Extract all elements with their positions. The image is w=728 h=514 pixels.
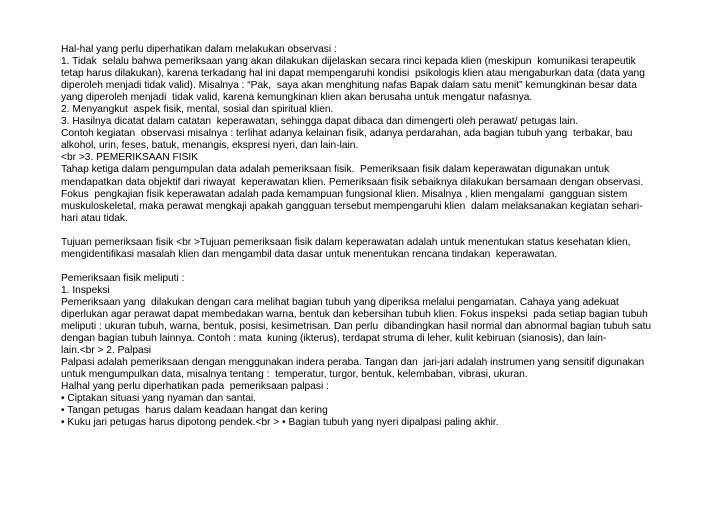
text-line: 3. Hasilnya dicatat dalam catatan keperawatan, sehingga dapat dibaca dan dimengerti oleh perawat/ petugas lain. [61, 116, 579, 128]
text-line: Contoh kegiatan observasi misalnya : terlihat adanya kelainan fisik, adanya perdarahan, ada bagian tubuh yang terbakar, bau [61, 128, 633, 140]
text-line: diperlukan agar perawat dapat membedakan warna, bentuk dan kebersihan tubuh klien. Fokus inspeksi pada setiap bagian tubuh [61, 309, 648, 321]
text-line: diperoleh menjadi tidak valid). Misalnya : “Pak, saya akan menghitung nafas Bapak dalam satu menit” kemungkinan besar data [61, 80, 637, 92]
subsection-heading: 1. Inspeksi [61, 284, 110, 296]
text-line: tetap harus dilakukan), karena terkadang hal ini dapat mempengaruhi kondisi psikologis klien atau mengaburkan data (data yang [61, 68, 645, 80]
text-line: Tujuan pemeriksaan fisik <br >Tujuan pemeriksaan fisik dalam keperawatan adalah untuk menentukan status kesehatan klien, [61, 236, 631, 248]
text-line: mengidentifikasi masalah klien dan mengambil data dasar untuk menentukan rencana tindakan keperawatan. [61, 248, 558, 260]
text-line: 2. Menyangkut aspek fisik, mental, sosial dan spiritual klien. [61, 104, 334, 116]
text-line: dengan bagian tubuh lainnya. Contoh : mata kuning (ikterus), terdapat struma di leher, kulit kebiruan (sianosis), dan lain- [61, 333, 607, 345]
blank-line [61, 225, 721, 237]
subsection-heading: lain.<br > 2. Palpasi [61, 345, 152, 357]
text-line: mendapatkan data objektif dari riwayat keperawatan klien. Pemeriksaan fisik sebaiknya dilakukan bersamaan dengan observasi. [61, 176, 644, 188]
text-line: muskuloskeletal, maka perawat mengkaji apakah gangguan tersebut mempengaruhi klien dalam melaksanakan kegiatan sehari- [61, 200, 643, 212]
text-line: alkohol, urin, feses, batuk, menangis, ekspresi nyeri, dan lain-lain. [61, 140, 359, 152]
text-line: 1. Tidak selalu bahwa pemeriksaan yang akan dilakukan dijelaskan secara rinci kepada klien (meskipun komunikasi terapeutik [61, 56, 636, 68]
text-line: Fokus pengkajian fisik keperawatan adalah pada kemampuan fungsional klien. Misalnya , klien mengalami gangguan sistem [61, 188, 628, 200]
text-line: Pemeriksaan yang dilakukan dengan cara melihat bagian tubuh yang diperiksa melalui pengamatan. Cahaya yang adekuat [61, 296, 619, 308]
text-line: Pemeriksaan fisik meliputi : [61, 272, 185, 284]
text-line: Tahap ketiga dalam pengumpulan data adalah pemeriksaan fisik. Pemeriksaan fisik dalam keperawatan digunakan untuk [61, 164, 610, 176]
document-body [61, 44, 721, 430]
text-line: untuk mengumpulkan data, misalnya tentang : temperatur, turgor, bentuk, kelembaban, vibrasi, ukuran. [61, 369, 528, 381]
bullet-item: • Kuku jari petugas harus dipotong pendek.<br > • Bagian tubuh yang nyeri dipalpasi paling akhir. [61, 417, 499, 429]
text-line: yang diperoleh menjadi tidak valid, karena kemungkinan klien akan berusaha untuk mengatur nafasnya. [61, 92, 533, 104]
text-line: Halhal yang perlu diperhatikan pada pemeriksaan palpasi : [61, 381, 329, 393]
bullet-item: • Ciptakan situasi yang nyaman dan santai. [61, 393, 256, 405]
text-line: meliputi : ukuran tubuh, warna, bentuk, posisi, kesimetrisan. Dan perlu dibandingkan hasil normal dan abnormal bagian tubuh satu [61, 321, 652, 333]
text-line: Hal-hal yang perlu diperhatikan dalam melakukan observasi : [61, 44, 337, 55]
section-heading: <br >3. PEMERIKSAAN FISIK [61, 152, 199, 164]
text-line: Palpasi adalah pemeriksaan dengan menggunakan indera peraba. Tangan dan jari-jari adalah instrumen yang sensitif digunakan [61, 357, 645, 369]
blank-line [61, 261, 721, 273]
text-line: hari atau tidak. [61, 212, 128, 224]
bullet-item: • Tangan petugas harus dalam keadaan hangat dan kering [61, 405, 328, 417]
